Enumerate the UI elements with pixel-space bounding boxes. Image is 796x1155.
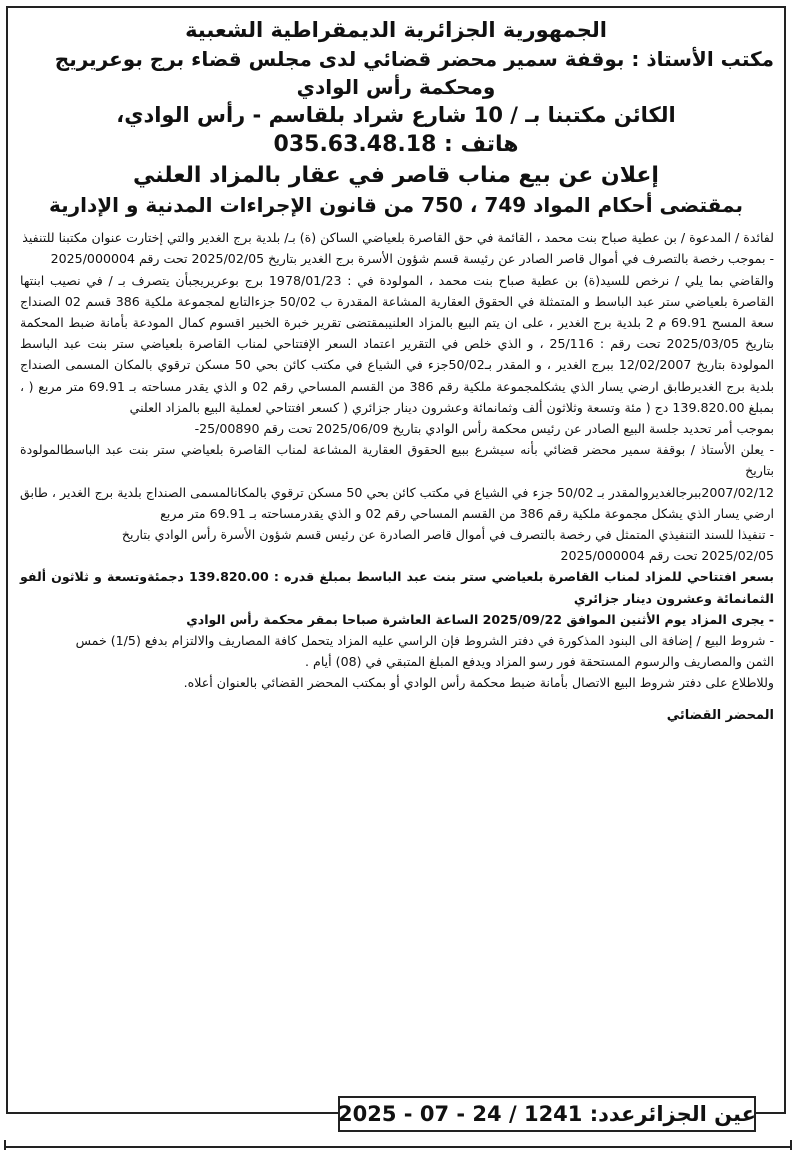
paragraph-conditions: - شروط البيع / إضافة الى البنود المذكورة في دفتر الشروط فإن الراسي عليه المزاد يتحمل كافة المصاريف والالتزام بدفع (1/5) خمس — [75, 633, 774, 649]
paragraph-beneficiary: لفائدة / المدعوة / بن عطية صباح بنت محمد ، القائمة في حق القاصرة بلعياضي الساكن (ة) بـ/ بلدية برج الغدير والتي إختارت عنوان مكتبنا للتنفيذ — [22, 230, 774, 246]
announcement-body — [8, 221, 784, 693]
court-name: ومحكمة رأس الوادي — [296, 75, 496, 100]
divider-corner-left — [4, 1140, 10, 1150]
paragraph-execution-ref: 2025/02/05 تحت رقم 2025/000004 — [560, 548, 774, 564]
paragraph-execution: - تنفيذا للسند التنفيذي المتمثل في رخصة بالتصرف في أموال قاصر الصادرة عن رئيس قسم شؤون الأسرة رأس الوادي بتاريخ — [121, 527, 774, 542]
newspaper-issue-box: عين الجزائرعدد: 1241 / 24 - 07 - 2025 — [338, 1096, 756, 1132]
announcement-header — [8, 8, 784, 217]
office-phone: هاتف : 035.63.48.18 — [273, 132, 519, 158]
office-title: مكتب الأستاذ : بوقفة سمير محضر قضائي لدى مجلس قضاء برج بوعريريج — [54, 47, 774, 72]
announcement-frame — [6, 6, 786, 1114]
announcement-title: إعلان عن بيع مناب قاصر في عقار بالمزاد العلني — [133, 162, 659, 188]
divider-corner-right — [786, 1140, 792, 1150]
paragraph-property: 2007/02/12ببرجالغديروالمقدر بـ 50/02 جزء في الشياع في مكتب كائن بحي 50 مسكن ترقوي بالمكانالمسمى الصنداج بلدية برج الغدير ، طابق ارضي يسار الذي يشكل مجموعة ملكية رقم 386 من القسم المساحي رقم 02 و الذي يقدرمساحته بـ 69.91 متر مربع — [20, 484, 774, 521]
paragraph-contact: وللاطلاع على دفتر شروط البيع الاتصال بأمانة ضبط محكمة رأس الوادي أو بمكتب المحضر القضائي بالعنوان أعلاه. — [183, 675, 774, 691]
paragraph-opening-price: بسعر افتتاحي للمزاد لمناب القاصرة بلعياضي ستر بنت عبد الباسط بمبلغ قدره : 139.820.00 دجمئةوتسعة و ثلاثون ألفو الثمانمائة وعشرون دينار جزائري — [20, 569, 774, 606]
paragraph-hearing-order: بموجب أمر تحديد جلسة البيع الصادر عن رئيس محكمة رأس الوادي بتاريخ 2025/06/09 تحت رقم 25/00890- — [194, 420, 774, 436]
paragraph-authorization: - بموجب رخصة بالتصرف في أموال قاصر الصادر عن رئيسة قسم شؤون الأسرة برج الغدير بتاريخ 2025/02/05 تحت رقم 2025/000004 — [50, 251, 774, 267]
paragraph-payment: الثمن والمصاريف والرسوم المستحقة فور رسو المزاد ويدفع المبلغ المتبقي في (08) أيام . — [305, 654, 774, 670]
office-address: الكائن مكتبنا بـ / 10 شارع شراد بلقاسم - رأس الوادي، — [116, 103, 676, 128]
paragraph-sale-notice: - يعلن الأستاذ / بوقفة سمير محضر قضائي بأنه سيشرع ببيع الحقوق العقارية المشاعة لمناب القاصرة بلعياضي ستر بنت عبد الباسطالمولودة بتاريخ — [20, 442, 774, 479]
country-title: الجمهورية الجزائرية الديمقراطية الشعبية — [185, 18, 607, 42]
paragraph-ruling: والقاضي بما يلي / نرخص للسيد(ة) بن عطية صباح بنت محمد ، المولودة في : 1978/01/23 برج بوعريريجبأن يتصرف بـ / في نصيب ابنتها القاصرة بلعياضي ستر عبد الباسط و المتمثلة في الحقوق العقارية المشاعة المقدرة ب 50/02 جزءالتابع لمجموعة ملكية 386 قسم 02 الصنداج سعة المسح 69.91 م 2 بلدية برج الغدير ، على ان يتم البيع بالمزاد العلنيبمقتضى تقرير خبرة الخبير اقسوم كمال المودعة بأمانة ضبط المحكمة بتاريخ 2025/03/05 تحت رقم : 25/116 ، و الذي خلص في التقرير اعتماد السعر الإفتتاحي لمناب القاصرة بلعياضي ستر بنت عبد الباسط المولودة بتاريخ 12/02/2007 ببرج الغدير ، و المقدر بـ50/02جزء في الشياع في مكتب كائن بحي 50 مسكن ترقوي بالمكان المسمى الصنداج بلدية برج الغديرطابق ارضي يسار الذي يشكلمجموعة ملكية رقم 386 من القسم المساحي رقم 02 و الذي يقدر مساحته بـ 69.91 متر مربع ( ، بمبلغ 139.820.00 دج ( مئة وتسعة وثلاثون ألف وثمانمائة وعشرون دينار جزائري ( كسعر افتتاحي لعملية البيع بالمزاد العلني — [20, 272, 775, 415]
signature: المحضر القضائي — [666, 707, 774, 723]
divider — [4, 1146, 792, 1148]
paragraph-auction-date: - يجرى المزاد يوم الأثنين الموافق 2025/09/22 الساعة العاشرة صباحا بمقر محكمة رأس الوادي — [186, 611, 774, 627]
legal-reference: بمقتضى أحكام المواد 749 ، 750 من قانون الإجراءات المدنية و الإدارية — [49, 193, 743, 218]
